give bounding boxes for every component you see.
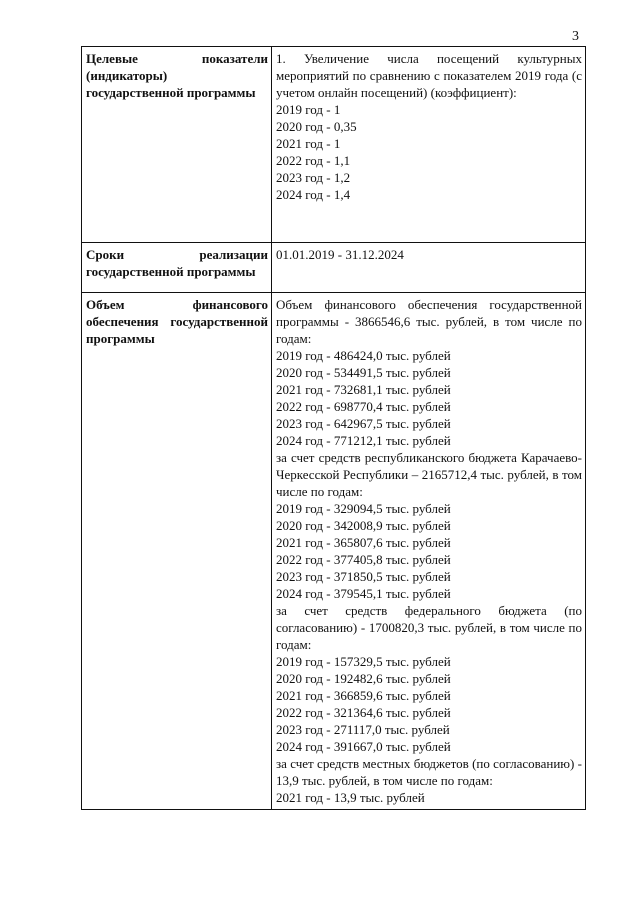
row-label: Объем финансового обеспечения государственной программы [82,293,272,810]
value-line: 2022 год - 377405,8 тыс. рублей [276,552,451,567]
row-value [272,47,586,243]
value-line: 2022 год - 698770,4 тыс. рублей [276,399,451,414]
value-line: 2019 год - 1 [276,102,341,117]
value-line: 2021 год - 732681,1 тыс. рублей [276,382,451,397]
value-line: 2022 год - 1,1 [276,153,351,168]
value-line: за счет средств федерального бюджета (по согласованию) - 1700820,3 тыс. рублей, в том числе по годам: [276,603,582,652]
value-line: 2019 год - 329094,5 тыс. рублей [276,501,451,516]
value-line: 2023 год - 271117,0 тыс. рублей [276,722,450,737]
row-label: Сроки реализации государственной программы [82,243,272,293]
value-line: 2020 год - 0,35 [276,119,357,134]
page-number: 3 [572,29,579,44]
program-passport-table [81,46,586,810]
value-line: 01.01.2019 - 31.12.2024 [276,247,404,262]
table-row-implementation-period [82,243,586,293]
row-value [272,243,586,293]
value-line: 2022 год - 321364,6 тыс. рублей [276,705,451,720]
value-line: 2019 год - 486424,0 тыс. рублей [276,348,451,363]
value-line: 2020 год - 192482,6 тыс. рублей [276,671,451,686]
table-row-target-indicators [82,47,586,243]
value-line: 2024 год - 391667,0 тыс. рублей [276,739,451,754]
value-line: 2023 год - 371850,5 тыс. рублей [276,569,451,584]
value-line: 2024 год - 1,4 [276,187,351,202]
value-line: 2021 год - 366859,6 тыс. рублей [276,688,451,703]
value-line: 2021 год - 13,9 тыс. рублей [276,790,425,805]
value-line: 2024 год - 771212,1 тыс. рублей [276,433,451,448]
value-line: за счет средств местных бюджетов (по согласованию) - 13,9 тыс. рублей, в том числе по годам: [276,756,582,788]
value-line: 2021 год - 365807,6 тыс. рублей [276,535,451,550]
value-line: 2024 год - 379545,1 тыс. рублей [276,586,451,601]
value-line: 2020 год - 342008,9 тыс. рублей [276,518,451,533]
value-line: 2020 год - 534491,5 тыс. рублей [276,365,451,380]
table-row-funding-volume [82,293,586,810]
value-line: 1. Увеличение числа посещений культурных мероприятий по сравнению с показателем 2019 года (с учетом онлайн посещений) (коэффициент): [276,51,582,100]
row-value [272,293,586,810]
row-label: Целевые показатели (индикаторы) государственной программы [82,47,272,243]
value-line: за счет средств республиканского бюджета Карачаево-Черкесской Республики – 2165712,4 тыс. рублей, в том числе по годам: [276,450,582,499]
value-line: 2021 год - 1 [276,136,341,151]
value-line: 2023 год - 642967,5 тыс. рублей [276,416,451,431]
value-line: 2023 год - 1,2 [276,170,351,185]
value-line: Объем финансового обеспечения государственной программы - 3866546,6 тыс. рублей, в том числе по годам: [276,297,582,346]
value-line: 2019 год - 157329,5 тыс. рублей [276,654,451,669]
